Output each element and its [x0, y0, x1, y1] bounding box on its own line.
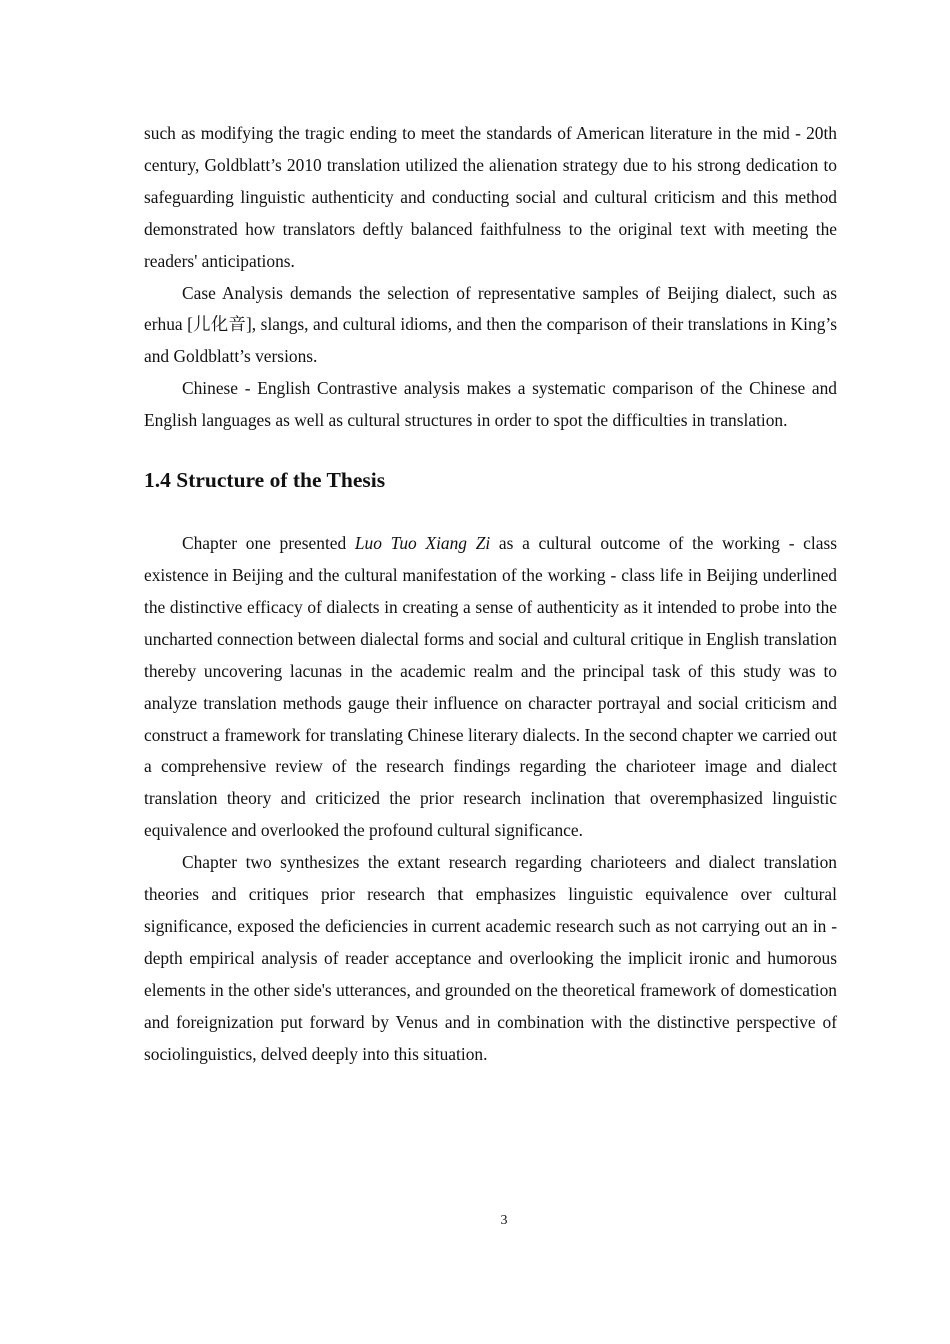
chapter-one-rest: as a cultural outcome of the working - class existence in Beijing and the cultural manifestation of the working - class life in Beijing underlined the distinctive efficacy of dialects in creating a sense of authenticity as it intended to probe into the uncharted connection between dialectal forms and social and cultural critique in English translation thereby uncovering lacunas in the academic realm and the principal task of this study was to analyze translation methods gauge their influence on character portrayal and social criticism and construct a framework for translating Chinese literary dialects. In the second chapter we carried out a comprehensive review of the research findings regarding the charioteer image and dialect translation theory and criticized the prior research inclination that overemphasized linguistic equivalence and overlooked the profound cultural significance.: [144, 533, 837, 841]
chapter-one-lead: Chapter one presented: [182, 533, 355, 554]
novel-title: Luo Tuo Xiang Zi: [354, 533, 491, 554]
page-body: [144, 118, 837, 1070]
paragraph-case-analysis: Case Analysis demands the selection of representative samples of Beijing dialect, such as erhua [儿化音], slangs, and cultural idioms, and then the comparison of their translations in King’s and Goldblatt’s versions.: [144, 282, 837, 367]
section-heading: 1.4 Structure of the Thesis: [144, 468, 386, 493]
paragraph-contrastive-analysis: Chinese - English Contrastive analysis makes a systematic comparison of the Chinese and English languages as well as cultural structures in order to spot the difficulties in translation.: [144, 378, 837, 431]
page-number: 3: [500, 1213, 508, 1228]
paragraph-chapter-one: [144, 528, 837, 847]
paragraph-method-strategy: such as modifying the tragic ending to meet the standards of American literature in the mid - 20th century, Goldblatt’s 2010 translation utilized the alienation strategy due to his strong dedication to safeguarding linguistic authenticity and conducting social and cultural criticism and this method demonstrated how translators deftly balanced faithfulness to the original text with meeting the readers' anticipations.: [144, 123, 837, 271]
paragraph-chapter-two: Chapter two synthesizes the extant research regarding charioteers and dialect translation theories and critiques prior research that emphasizes linguistic equivalence over cultural significance, exposed the deficiencies in current academic research such as not carrying out an in - depth empirical analysis of reader acceptance and overlooking the implicit ironic and humorous elements in the other side's utterances, and grounded on the theoretical framework of domestication and foreignization put forward by Venus and in combination with the distinctive perspective of sociolinguistics, delved deeply into this situation.: [144, 852, 837, 1064]
